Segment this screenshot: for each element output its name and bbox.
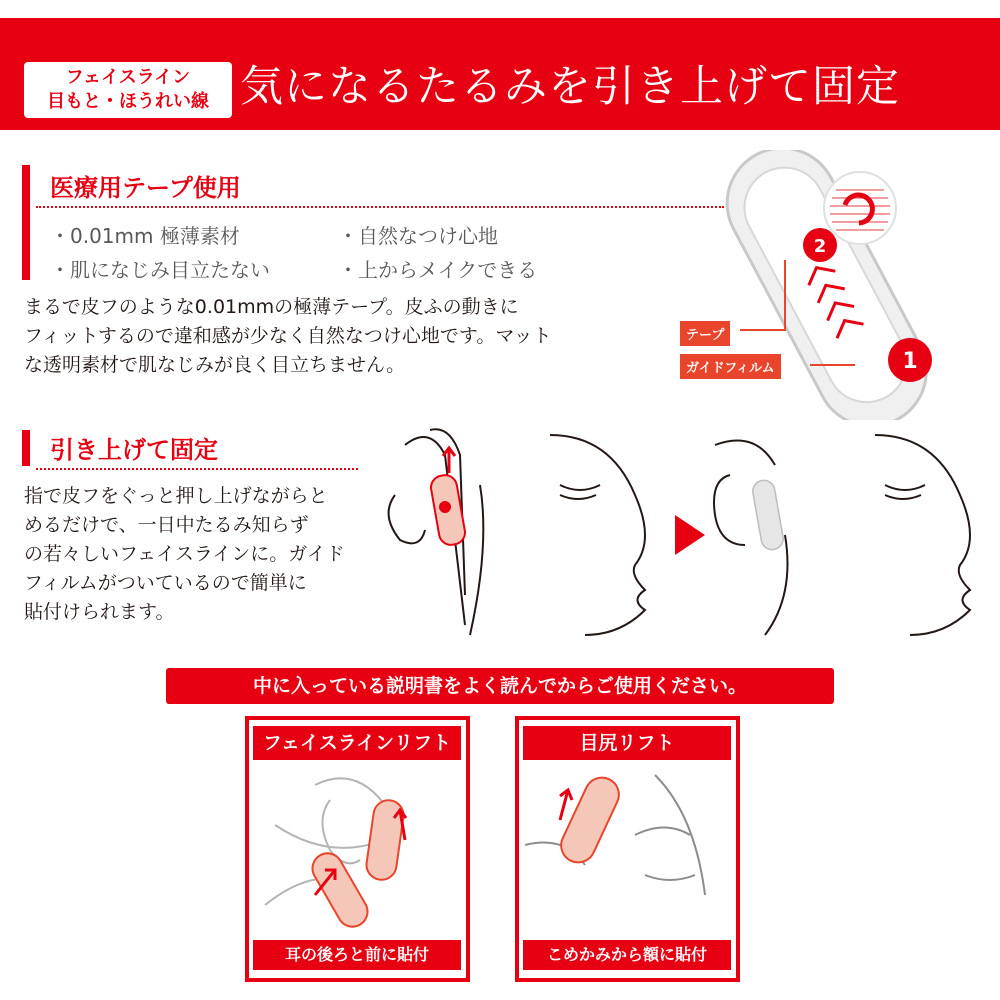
- temple-tape-shape: [556, 772, 625, 868]
- finger-illustration: [389, 429, 484, 635]
- tape-step-dot: [439, 501, 451, 513]
- eye-corner-lift-title: 目尻リフト: [523, 726, 731, 760]
- face-line-lift-footer: 耳の後ろと前に貼付: [253, 940, 461, 970]
- bullet-makeup: ・上からメイクできる: [338, 258, 538, 282]
- tape-label: テープ: [680, 321, 730, 346]
- section2-line-1: 指で皮フをぐっと押し上げながらと: [24, 485, 328, 507]
- section1-line-1: まるで皮フのような0.01mmの極薄テープ。皮ふの動きに: [24, 296, 519, 318]
- section2-divider: [36, 468, 358, 470]
- bullet-natural: ・自然なつけ心地: [338, 224, 498, 248]
- face-profile-1: [550, 435, 645, 635]
- section2-accent-bar: [22, 430, 30, 466]
- eye-corner-lift-footer: こめかみから額に貼付: [523, 940, 731, 970]
- tape-diagram: [660, 150, 990, 420]
- page-title: 気になるたるみを引き上げて固定: [240, 62, 900, 112]
- application-illustration: [385, 425, 1000, 640]
- face-line-lift-illustration: [255, 765, 455, 935]
- section1-line-2: フィットするので違和感が少なく自然なつけ心地です。マット: [24, 325, 552, 347]
- eye-corner-lift-illustration: [525, 765, 725, 935]
- step2-number: 2: [813, 236, 827, 257]
- section1-divider: [36, 206, 724, 208]
- magnify-circle: [824, 172, 896, 244]
- section2-line-5: 貼付けられます。: [24, 601, 175, 623]
- tape-behind-ear: [307, 848, 373, 932]
- section1-line-3: な透明素材で肌なじみが良く目立ちません。: [24, 354, 406, 376]
- section2-line-2: めるだけで、一日中たるみ知らず: [24, 514, 309, 536]
- face-line-lift-title: フェイスラインリフト: [253, 726, 461, 760]
- section2-line-4: フィルムがついているので簡単に: [24, 572, 307, 594]
- arrow-right-icon: [675, 515, 705, 555]
- guide-film-label: ガイドフィルム: [680, 354, 781, 379]
- face-profile-2: [875, 435, 970, 635]
- bullet-thin: ・0.01mm 極薄素材: [50, 224, 240, 248]
- section2-title: 引き上げて固定: [50, 436, 218, 464]
- section1-description: [24, 293, 684, 380]
- bullet-invisible: ・肌になじみ目立たない: [50, 258, 270, 282]
- section1-accent-bar: [22, 165, 30, 280]
- badge-line-2: 目もと・ほうれい線: [47, 91, 209, 112]
- lift-arrow-icon-3: [560, 790, 572, 820]
- header-badge: [24, 62, 232, 118]
- instruction-notice: 中に入っている説明書をよく読んでからご使用ください。: [166, 668, 834, 704]
- step1-number: 1: [902, 349, 918, 374]
- placed-tape-shape: [751, 479, 785, 552]
- section2-description: [24, 482, 369, 627]
- section1-title: 医療用テープ使用: [50, 174, 241, 202]
- section2-line-3: の若々しいフェイスラインに。ガイド: [24, 543, 345, 565]
- badge-line-1: フェイスライン: [65, 67, 191, 88]
